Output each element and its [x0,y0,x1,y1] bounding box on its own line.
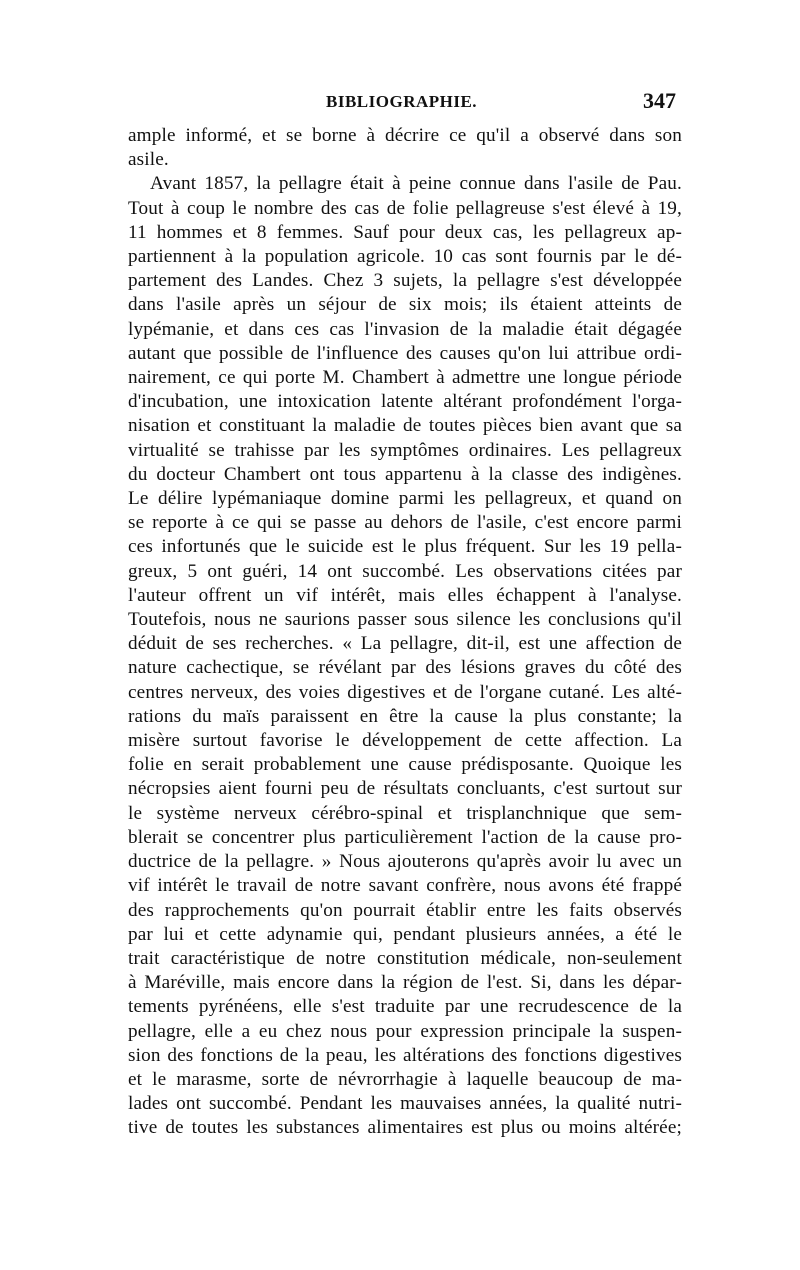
text-line: lypémanie, et dans ces cas l'invasion de la maladie était dégagée [128,318,682,340]
text-line: ces infortunés que le suicide est le plus fréquent. Sur les 19 pella- [128,536,682,558]
running-title: BIBLIOGRAPHIE. [326,92,478,111]
text-line: autant que possible de l'influence des causes qu'on lui attribue ordi- [128,342,682,364]
text-line: partiennent à la population agricole. 10 cas sont fournis par le dé- [128,246,682,268]
text-line: le système nerveux cérébro-spinal et trisplanchnique que sem- [128,802,682,824]
text-line: asile. [128,149,169,171]
text-line: des rapprochements qu'on pourrait établir entre les faits observés [128,899,682,921]
text-line: du docteur Chambert ont tous appartenu à la classe des indigènes. [128,463,682,485]
text-line: l'auteur offrent un vif intérêt, mais elles échappent à l'analyse. [128,584,682,606]
text-line: lades ont succombé. Pendant les mauvaises années, la qualité nutri- [128,1093,682,1115]
text-line: tements pyrénéens, elle s'est traduite par une recrudescence de la [128,996,682,1018]
text-line: se reporte à ce qui se passe au dehors de l'asile, c'est encore parmi [128,512,682,534]
text-line: pellagre, elle a eu chez nous pour expression principale la suspen- [128,1020,682,1042]
text-line: nairement, ce qui porte M. Chambert à admettre une longue période [128,367,682,389]
text-line: et le marasme, sorte de névrorrhagie à laquelle beaucoup de ma- [128,1068,682,1090]
text-line: trait caractéristique de notre constitution médicale, non-seulement [128,947,682,969]
text-line: tive de toutes les substances alimentaires est plus ou moins altérée; [128,1117,682,1139]
running-head [130,88,680,122]
text-line: blerait se concentrer plus particulièrement l'action de la cause pro- [128,826,682,848]
body-text [128,124,682,1141]
page-number: 347 [643,88,676,113]
text-line: déduit de ses recherches. « La pellagre, dit-il, est une affection de [128,633,682,655]
text-line: greux, 5 ont guéri, 14 ont succombé. Les observations citées par [128,560,682,582]
text-line: Tout à coup le nombre des cas de folie pellagreuse s'est élevé à 19, [128,197,682,219]
text-line: 11 hommes et 8 femmes. Sauf pour deux cas, les pellagreux ap- [128,221,682,243]
text-line: nature cachectique, se révélant par des lésions graves du côté des [128,657,682,679]
text-line: sion des fonctions de la peau, les altérations des fonctions digestives [128,1044,682,1066]
text-line: ductrice de la pellagre. » Nous ajouterons qu'après avoir lu avec un [128,851,682,873]
text-line: par lui et cette adynamie qui, pendant plusieurs années, a été le [128,923,682,945]
text-line: dans l'asile après un séjour de six mois; ils étaient atteints de [128,294,682,316]
text-line: Avant 1857, la pellagre était à peine connue dans l'asile de Pau. [150,173,682,195]
text-line: partement des Landes. Chez 3 sujets, la pellagre s'est développée [128,270,682,292]
text-line: virtualité se trahisse par les symptômes ordinaires. Les pellagreux [128,439,682,461]
text-line: rations du maïs paraissent en être la cause la plus constante; la [128,705,682,727]
text-line: nécropsies aient fourni peu de résultats concluants, c'est surtout sur [128,778,682,800]
text-line: d'incubation, une intoxication latente altérant profondément l'orga- [128,391,682,413]
text-line: vif intérêt le travail de notre savant confrère, nous avons été frappé [128,875,682,897]
text-line: folie en serait probablement une cause prédisposante. Quoique les [128,754,682,776]
text-line: Toutefois, nous ne saurions passer sous silence les conclusions qu'il [128,609,682,631]
text-line: à Maréville, mais encore dans la région de l'est. Si, dans les dépar- [128,972,682,994]
text-line: nisation et constituant la maladie de toutes pièces bien avant que sa [128,415,682,437]
text-line: ample informé, et se borne à décrire ce qu'il a observé dans son [128,125,682,146]
text-line: Le délire lypémaniaque domine parmi les pellagreux, et quand on [128,488,682,510]
text-line: centres nerveux, des voies digestives et de l'organe cutané. Les alté- [128,681,682,703]
text-line: misère surtout favorise le développement de cette affection. La [128,730,682,752]
